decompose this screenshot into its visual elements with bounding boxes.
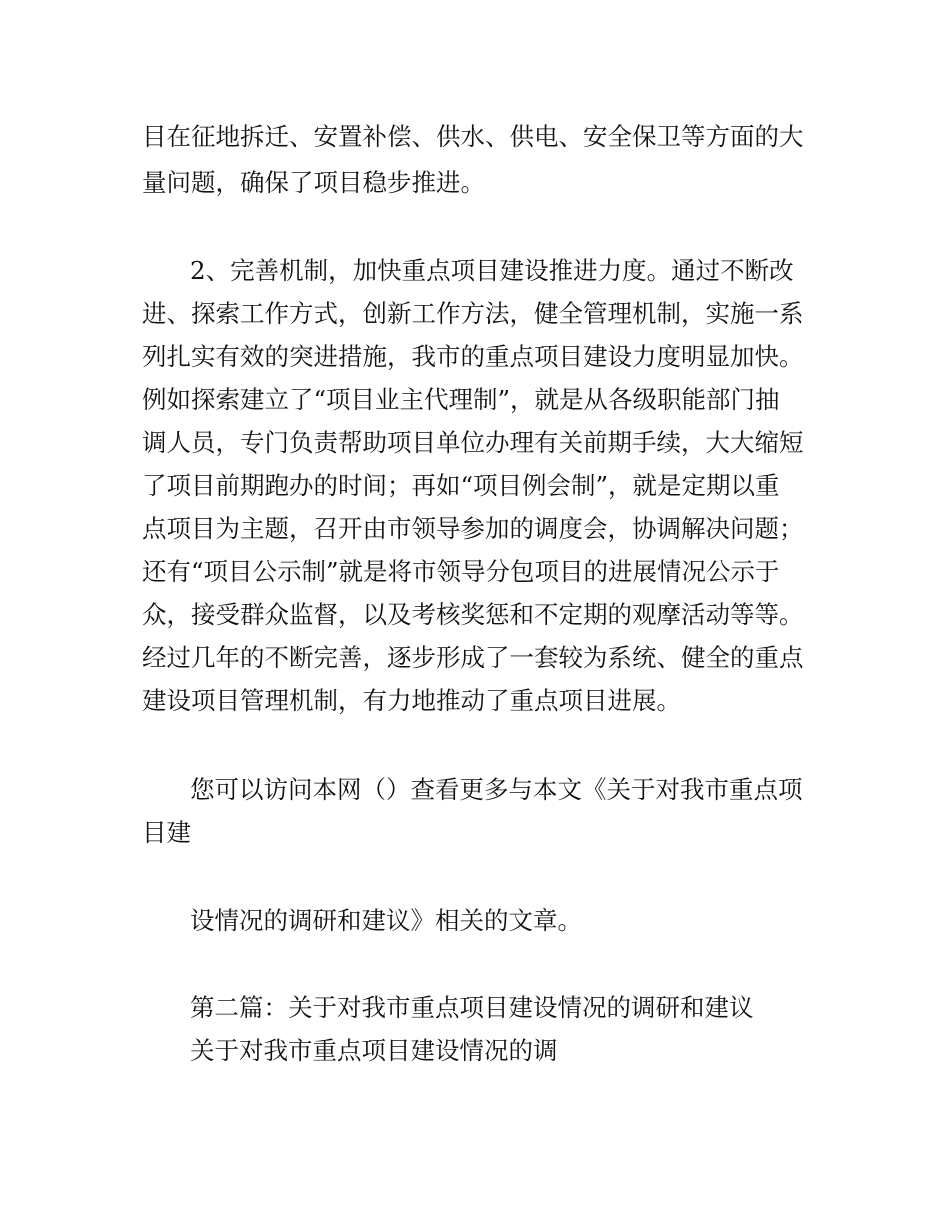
- paragraph-line: 量问题，确保了项目稳步推进。: [142, 168, 485, 197]
- paragraph-line: 进、探索工作方式，创新工作方法，健全管理机制，实施一系: [142, 299, 804, 328]
- paragraph-line: 建设项目管理机制，有力地推动了重点项目进展。: [142, 686, 681, 715]
- paragraph-line: 还有“项目公示制”就是将市领导分包项目的进展情况公示于: [142, 557, 780, 586]
- visit-note-line: 设情况的调研和建议》相关的文章。: [190, 906, 582, 935]
- paragraph-line: 例如探索建立了“项目业主代理制”，就是从各级职能部门抽: [142, 385, 780, 414]
- section-2-heading-line: 2、完善机制，加快重点项目建设推进力度。通过不断改: [190, 256, 794, 285]
- paragraph-line: 列扎实有效的突进措施，我市的重点项目建设力度明显加快。: [142, 342, 804, 371]
- paragraph-line: 经过几年的不断完善，逐步形成了一套较为系统、健全的重点: [142, 643, 804, 672]
- paragraph-line: 点项目为主题，召开由市领导参加的调度会，协调解决问题；: [142, 514, 804, 543]
- visit-note-line: 目建: [142, 818, 191, 847]
- paragraph-line: 目在征地拆迁、安置补偿、供水、供电、安全保卫等方面的大: [142, 122, 804, 151]
- paragraph-line: 众，接受群众监督，以及考核奖惩和不定期的观摩活动等等。: [142, 600, 804, 629]
- paragraph-line: 调人员，专门负责帮助项目单位办理有关前期手续，大大缩短: [142, 428, 804, 457]
- part-two-title: 第二篇：关于对我市重点项目建设情况的调研和建议: [190, 993, 754, 1022]
- part-two-subtitle: 关于对我市重点项目建设情况的调: [190, 1036, 558, 1065]
- visit-note-line: 您可以访问本网（）查看更多与本文《关于对我市重点项: [190, 775, 803, 804]
- paragraph-line: 了项目前期跑办的时间；再如“项目例会制”，就是定期以重: [142, 471, 780, 500]
